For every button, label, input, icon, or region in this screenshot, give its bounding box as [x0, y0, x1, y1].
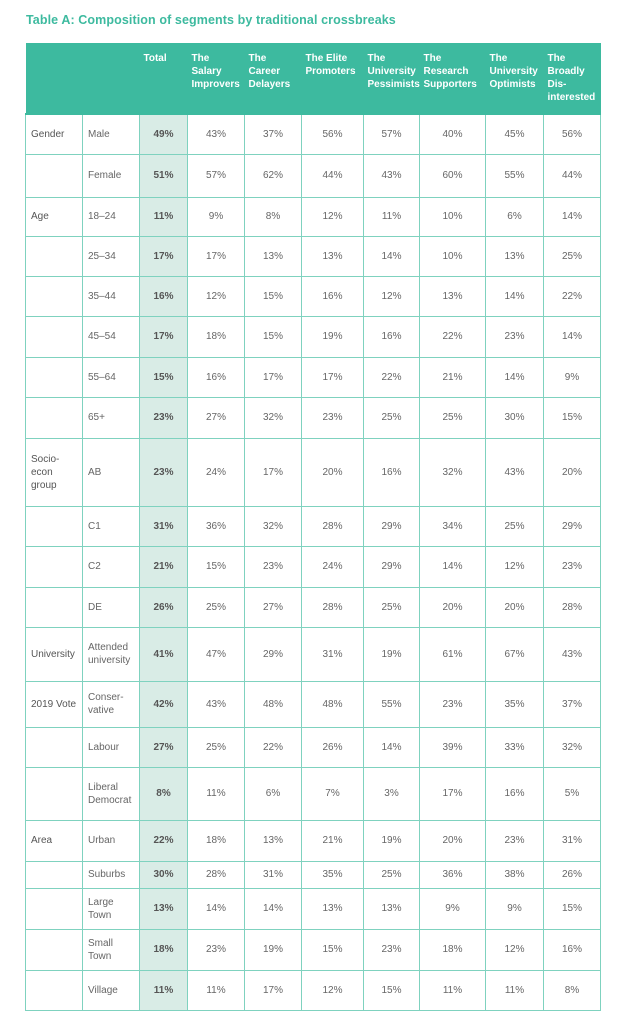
- value-cell: 25%: [364, 861, 420, 888]
- total-cell: 13%: [140, 888, 188, 929]
- row-group-label: [26, 861, 83, 888]
- row-group-label: [26, 316, 83, 357]
- column-header: The Salary Improvers: [188, 43, 245, 114]
- value-cell: 36%: [420, 861, 486, 888]
- value-cell: 8%: [245, 197, 302, 236]
- value-cell: 32%: [420, 438, 486, 506]
- value-cell: 23%: [364, 929, 420, 970]
- total-cell: 23%: [140, 438, 188, 506]
- value-cell: 23%: [544, 546, 601, 587]
- value-cell: 26%: [544, 861, 601, 888]
- total-cell: 31%: [140, 506, 188, 546]
- table-row: [26, 438, 601, 506]
- value-cell: 17%: [420, 767, 486, 820]
- value-cell: 29%: [364, 546, 420, 587]
- header-blank-group: [26, 43, 83, 114]
- value-cell: 25%: [420, 397, 486, 438]
- value-cell: 9%: [188, 197, 245, 236]
- value-cell: 15%: [302, 929, 364, 970]
- value-cell: 43%: [486, 438, 544, 506]
- value-cell: 6%: [486, 197, 544, 236]
- row-sub-label: C2: [83, 546, 140, 587]
- value-cell: 6%: [245, 767, 302, 820]
- value-cell: 43%: [364, 154, 420, 197]
- value-cell: 20%: [544, 438, 601, 506]
- row-sub-label: Village: [83, 970, 140, 1010]
- value-cell: 13%: [364, 888, 420, 929]
- value-cell: 28%: [544, 587, 601, 627]
- row-group-label: [26, 236, 83, 276]
- value-cell: 48%: [245, 681, 302, 727]
- value-cell: 14%: [364, 236, 420, 276]
- header-row: [26, 43, 601, 114]
- value-cell: 11%: [188, 767, 245, 820]
- value-cell: 20%: [420, 820, 486, 861]
- value-cell: 13%: [245, 820, 302, 861]
- total-cell: 27%: [140, 727, 188, 767]
- value-cell: 14%: [245, 888, 302, 929]
- row-sub-label: Large Town: [83, 888, 140, 929]
- total-cell: 23%: [140, 397, 188, 438]
- value-cell: 23%: [188, 929, 245, 970]
- row-group-label: [26, 929, 83, 970]
- crossbreaks-table: [25, 43, 601, 1011]
- value-cell: 15%: [245, 276, 302, 316]
- value-cell: 56%: [302, 114, 364, 154]
- table-row: [26, 154, 601, 197]
- value-cell: 9%: [420, 888, 486, 929]
- table-row: [26, 316, 601, 357]
- value-cell: 15%: [544, 888, 601, 929]
- value-cell: 37%: [245, 114, 302, 154]
- column-header: The University Pessimists: [364, 43, 420, 114]
- value-cell: 13%: [486, 236, 544, 276]
- value-cell: 14%: [486, 276, 544, 316]
- table-row: [26, 197, 601, 236]
- table-row: [26, 861, 601, 888]
- row-group-label: [26, 587, 83, 627]
- total-cell: 16%: [140, 276, 188, 316]
- value-cell: 15%: [188, 546, 245, 587]
- value-cell: 16%: [302, 276, 364, 316]
- value-cell: 67%: [486, 627, 544, 681]
- column-header: The Career Delayers: [245, 43, 302, 114]
- row-group-label: 2019 Vote: [26, 681, 83, 727]
- total-cell: 41%: [140, 627, 188, 681]
- value-cell: 12%: [302, 197, 364, 236]
- row-group-label: Area: [26, 820, 83, 861]
- value-cell: 9%: [486, 888, 544, 929]
- value-cell: 57%: [364, 114, 420, 154]
- column-header: The Broadly Dis- interested: [544, 43, 601, 114]
- value-cell: 19%: [302, 316, 364, 357]
- row-sub-label: 55–64: [83, 357, 140, 397]
- value-cell: 13%: [302, 888, 364, 929]
- value-cell: 20%: [486, 587, 544, 627]
- value-cell: 32%: [245, 397, 302, 438]
- value-cell: 14%: [364, 727, 420, 767]
- value-cell: 25%: [544, 236, 601, 276]
- value-cell: 16%: [364, 316, 420, 357]
- value-cell: 10%: [420, 236, 486, 276]
- row-sub-label: Suburbs: [83, 861, 140, 888]
- value-cell: 19%: [245, 929, 302, 970]
- value-cell: 16%: [486, 767, 544, 820]
- row-group-label: [26, 888, 83, 929]
- value-cell: 19%: [364, 820, 420, 861]
- row-sub-label: C1: [83, 506, 140, 546]
- value-cell: 27%: [245, 587, 302, 627]
- value-cell: 15%: [364, 970, 420, 1010]
- total-cell: 30%: [140, 861, 188, 888]
- table-row: [26, 970, 601, 1010]
- table-body: [26, 114, 601, 1010]
- value-cell: 14%: [544, 197, 601, 236]
- row-group-label: [26, 154, 83, 197]
- value-cell: 30%: [486, 397, 544, 438]
- column-header: The Research Supporters: [420, 43, 486, 114]
- value-cell: 57%: [188, 154, 245, 197]
- row-sub-label: Small Town: [83, 929, 140, 970]
- value-cell: 14%: [486, 357, 544, 397]
- value-cell: 43%: [188, 681, 245, 727]
- value-cell: 28%: [302, 506, 364, 546]
- value-cell: 28%: [188, 861, 245, 888]
- table-row: [26, 727, 601, 767]
- value-cell: 12%: [486, 929, 544, 970]
- header-blank-sub: [83, 43, 140, 114]
- value-cell: 21%: [420, 357, 486, 397]
- row-group-label: [26, 727, 83, 767]
- value-cell: 27%: [188, 397, 245, 438]
- value-cell: 12%: [302, 970, 364, 1010]
- value-cell: 21%: [302, 820, 364, 861]
- table-row: [26, 397, 601, 438]
- table-row: [26, 114, 601, 154]
- total-cell: 15%: [140, 357, 188, 397]
- value-cell: 47%: [188, 627, 245, 681]
- value-cell: 23%: [302, 397, 364, 438]
- value-cell: 17%: [302, 357, 364, 397]
- table-row: [26, 767, 601, 820]
- value-cell: 19%: [364, 627, 420, 681]
- row-sub-label: 25–34: [83, 236, 140, 276]
- total-cell: 26%: [140, 587, 188, 627]
- total-cell: 18%: [140, 929, 188, 970]
- row-sub-label: Male: [83, 114, 140, 154]
- row-sub-label: Liberal Democrat: [83, 767, 140, 820]
- value-cell: 14%: [420, 546, 486, 587]
- row-group-label: [26, 506, 83, 546]
- row-group-label: [26, 546, 83, 587]
- value-cell: 14%: [544, 316, 601, 357]
- row-sub-label: 45–54: [83, 316, 140, 357]
- value-cell: 37%: [544, 681, 601, 727]
- value-cell: 15%: [544, 397, 601, 438]
- value-cell: 11%: [486, 970, 544, 1010]
- value-cell: 43%: [188, 114, 245, 154]
- total-cell: 51%: [140, 154, 188, 197]
- value-cell: 22%: [245, 727, 302, 767]
- value-cell: 26%: [302, 727, 364, 767]
- row-sub-label: Conser- vative: [83, 681, 140, 727]
- total-cell: 49%: [140, 114, 188, 154]
- value-cell: 29%: [364, 506, 420, 546]
- table-title: Table A: Composition of segments by traditional crossbreaks: [26, 13, 396, 27]
- value-cell: 7%: [302, 767, 364, 820]
- value-cell: 23%: [245, 546, 302, 587]
- value-cell: 3%: [364, 767, 420, 820]
- column-header: The Elite Promoters: [302, 43, 364, 114]
- row-sub-label: Urban: [83, 820, 140, 861]
- table-row: [26, 888, 601, 929]
- column-header: The University Optimists: [486, 43, 544, 114]
- table-row: [26, 929, 601, 970]
- value-cell: 12%: [364, 276, 420, 316]
- value-cell: 25%: [364, 587, 420, 627]
- row-sub-label: Attended university: [83, 627, 140, 681]
- value-cell: 35%: [486, 681, 544, 727]
- value-cell: 14%: [188, 888, 245, 929]
- value-cell: 22%: [364, 357, 420, 397]
- value-cell: 5%: [544, 767, 601, 820]
- row-group-label: Gender: [26, 114, 83, 154]
- value-cell: 32%: [544, 727, 601, 767]
- value-cell: 29%: [544, 506, 601, 546]
- value-cell: 44%: [302, 154, 364, 197]
- row-group-label: Age: [26, 197, 83, 236]
- value-cell: 22%: [420, 316, 486, 357]
- row-sub-label: Female: [83, 154, 140, 197]
- value-cell: 18%: [188, 820, 245, 861]
- value-cell: 55%: [364, 681, 420, 727]
- value-cell: 11%: [364, 197, 420, 236]
- total-cell: 42%: [140, 681, 188, 727]
- table-row: [26, 627, 601, 681]
- total-cell: 11%: [140, 197, 188, 236]
- value-cell: 9%: [544, 357, 601, 397]
- value-cell: 23%: [486, 316, 544, 357]
- value-cell: 12%: [188, 276, 245, 316]
- table-row: [26, 681, 601, 727]
- value-cell: 24%: [302, 546, 364, 587]
- value-cell: 13%: [245, 236, 302, 276]
- total-cell: 17%: [140, 316, 188, 357]
- value-cell: 61%: [420, 627, 486, 681]
- value-cell: 34%: [420, 506, 486, 546]
- row-group-label: Socio- econ group: [26, 438, 83, 506]
- value-cell: 62%: [245, 154, 302, 197]
- total-cell: 21%: [140, 546, 188, 587]
- value-cell: 16%: [364, 438, 420, 506]
- value-cell: 44%: [544, 154, 601, 197]
- row-sub-label: 18–24: [83, 197, 140, 236]
- value-cell: 33%: [486, 727, 544, 767]
- table-row: [26, 587, 601, 627]
- table-row: [26, 357, 601, 397]
- row-group-label: [26, 357, 83, 397]
- row-sub-label: DE: [83, 587, 140, 627]
- row-sub-label: AB: [83, 438, 140, 506]
- value-cell: 25%: [188, 587, 245, 627]
- value-cell: 23%: [486, 820, 544, 861]
- value-cell: 23%: [420, 681, 486, 727]
- value-cell: 13%: [302, 236, 364, 276]
- value-cell: 18%: [420, 929, 486, 970]
- row-group-label: [26, 767, 83, 820]
- row-sub-label: 65+: [83, 397, 140, 438]
- row-sub-label: Labour: [83, 727, 140, 767]
- total-cell: 11%: [140, 970, 188, 1010]
- value-cell: 39%: [420, 727, 486, 767]
- value-cell: 8%: [544, 970, 601, 1010]
- table-row: [26, 546, 601, 587]
- value-cell: 45%: [486, 114, 544, 154]
- value-cell: 32%: [245, 506, 302, 546]
- value-cell: 22%: [544, 276, 601, 316]
- total-cell: 17%: [140, 236, 188, 276]
- value-cell: 35%: [302, 861, 364, 888]
- value-cell: 20%: [420, 587, 486, 627]
- value-cell: 29%: [245, 627, 302, 681]
- row-group-label: [26, 970, 83, 1010]
- value-cell: 40%: [420, 114, 486, 154]
- value-cell: 20%: [302, 438, 364, 506]
- table-row: [26, 506, 601, 546]
- value-cell: 36%: [188, 506, 245, 546]
- row-sub-label: 35–44: [83, 276, 140, 316]
- value-cell: 10%: [420, 197, 486, 236]
- total-cell: 8%: [140, 767, 188, 820]
- value-cell: 16%: [544, 929, 601, 970]
- value-cell: 48%: [302, 681, 364, 727]
- value-cell: 60%: [420, 154, 486, 197]
- value-cell: 11%: [420, 970, 486, 1010]
- row-group-label: [26, 276, 83, 316]
- value-cell: 25%: [486, 506, 544, 546]
- row-group-label: University: [26, 627, 83, 681]
- value-cell: 13%: [420, 276, 486, 316]
- total-cell: 22%: [140, 820, 188, 861]
- row-group-label: [26, 397, 83, 438]
- value-cell: 56%: [544, 114, 601, 154]
- value-cell: 43%: [544, 627, 601, 681]
- value-cell: 38%: [486, 861, 544, 888]
- value-cell: 12%: [486, 546, 544, 587]
- value-cell: 17%: [188, 236, 245, 276]
- value-cell: 17%: [245, 438, 302, 506]
- value-cell: 18%: [188, 316, 245, 357]
- table-row: [26, 236, 601, 276]
- column-header: Total: [140, 43, 188, 114]
- value-cell: 24%: [188, 438, 245, 506]
- value-cell: 25%: [188, 727, 245, 767]
- value-cell: 31%: [302, 627, 364, 681]
- value-cell: 25%: [364, 397, 420, 438]
- value-cell: 11%: [188, 970, 245, 1010]
- value-cell: 16%: [188, 357, 245, 397]
- value-cell: 31%: [245, 861, 302, 888]
- value-cell: 31%: [544, 820, 601, 861]
- table-row: [26, 276, 601, 316]
- value-cell: 15%: [245, 316, 302, 357]
- table-row: [26, 820, 601, 861]
- value-cell: 28%: [302, 587, 364, 627]
- value-cell: 17%: [245, 970, 302, 1010]
- value-cell: 17%: [245, 357, 302, 397]
- value-cell: 55%: [486, 154, 544, 197]
